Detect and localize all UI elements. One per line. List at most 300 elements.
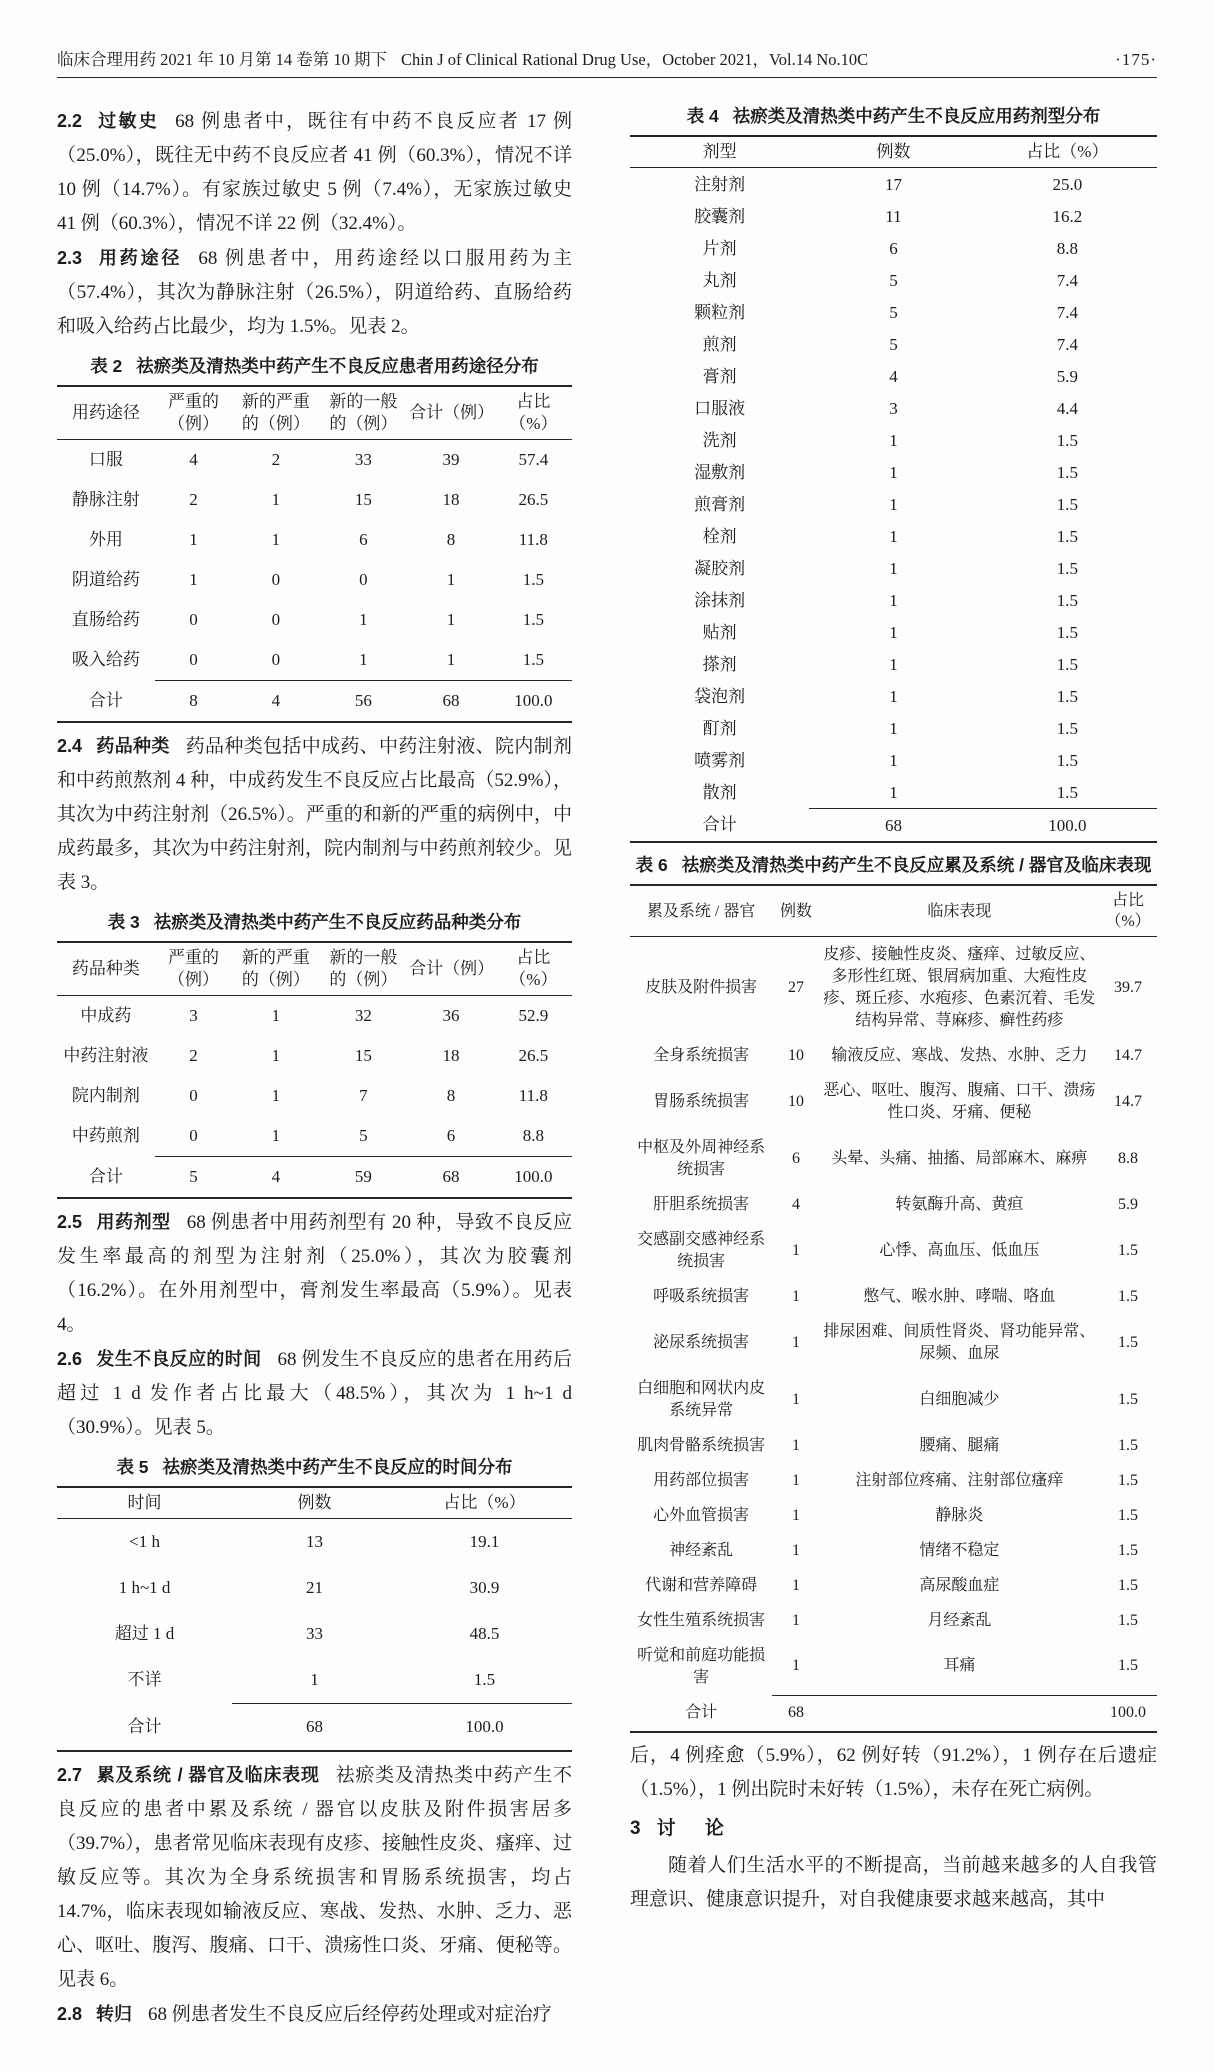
column-header: 累及系统 / 器官 (630, 885, 772, 937)
table-cell: 心悸、高血压、低血压 (879, 1241, 1040, 1259)
table-cell: 皮肤及附件损害 (645, 978, 758, 996)
table-cell: 1 h~1 d (118, 1578, 171, 1597)
table-cell: 1 (446, 650, 456, 669)
table-cell: 注射剂 (694, 174, 746, 194)
table-cell: 搽剂 (702, 654, 737, 674)
table-row (630, 1533, 1157, 1568)
table-cell: 洗剂 (702, 430, 737, 450)
table-cell: 21 (305, 1578, 323, 1597)
section-3-number: 3 (630, 1817, 641, 1839)
table-row (630, 1222, 1157, 1279)
table-6-total-row (630, 1695, 1157, 1732)
table-cell: 1.5 (1118, 1390, 1138, 1408)
table-cell: 泌尿系统损害 (653, 1333, 750, 1351)
table-cell: 100.0 (495, 681, 572, 723)
table-cell: 0 (189, 1126, 198, 1145)
table-cell: 心外血管损害 (653, 1506, 750, 1524)
table-cell: 1.5 (1118, 1333, 1138, 1351)
table-2-header-row (57, 386, 572, 440)
table-cell: 1.5 (522, 610, 544, 629)
table-row (630, 937, 1157, 1039)
table-row (630, 744, 1157, 776)
table-cell: 1.5 (1118, 1287, 1138, 1305)
table-cell: 凝胶剂 (694, 558, 746, 578)
table-cell: 贴剂 (702, 622, 737, 642)
table-row (57, 600, 572, 640)
table-cell: 18 (442, 1046, 460, 1065)
table-3-title: 祛瘀类及清热类中药产生不良反应药品种类分布 (153, 912, 522, 932)
table-row (57, 1116, 572, 1157)
table-5 (57, 1486, 572, 1752)
table-row (630, 1073, 1157, 1130)
table-cell: 中枢及外周神经系统损害 (637, 1138, 766, 1178)
table-row (630, 520, 1157, 552)
table-cell: 口服液 (694, 398, 746, 418)
table-cell: 1 (791, 1287, 800, 1305)
table-cell: 17 (884, 174, 902, 194)
table-cell: 26.5 (518, 1046, 549, 1065)
table-cell: 68 (407, 681, 495, 723)
table-cell: 输液反应、寒战、发热、水肿、乏力 (831, 1046, 1088, 1064)
section-2-3 (57, 241, 572, 344)
table-cell: 2 (189, 1046, 198, 1065)
section-2-3-text: 68 例患者中，用药途经以口服用药为主（57.4%），其次为静脉注射（26.5%），阴道给药、直肠给药和吸入给药占比最少，均为 1.5%。见表 2。 (57, 248, 572, 337)
table-6-body (630, 937, 1157, 1696)
table-cell: 外用 (88, 530, 123, 549)
section-2-6-title: 发生不良反应的时间 (96, 1349, 262, 1369)
section-2-2-number: 2.2 (57, 111, 83, 131)
table-4-caption (630, 104, 1157, 129)
left-column (57, 104, 572, 2032)
section-2-7-text: 祛瘀类及清热类中药产生不良反应的患者中累及系统 / 器官以皮肤及附件损害居多（39.7%），患者常见临床表现有皮疹、接触性皮炎、瘙痒、过敏反应等。其次为全身系统损害和胃肠系统损害，均占 14.7%，临床表现如输液反应、寒战、发热、水肿、乏力、恶心、呕吐、腹泻、腹痛、口干、溃疡性口炎、牙痛、便秘等。见表 6。 (57, 1765, 572, 1990)
table-cell: 4.4 (1056, 398, 1079, 418)
table-cell: 月经紊乱 (927, 1611, 992, 1629)
table-cell: 片剂 (702, 238, 737, 258)
table-cell: 8 (155, 681, 232, 723)
table-cell: 36 (442, 1006, 460, 1025)
table-cell: 8.8 (522, 1126, 544, 1145)
table-cell: 1 (889, 686, 898, 706)
table-5-caption (57, 1455, 572, 1480)
table-cell: 听觉和前庭功能损害 (637, 1646, 766, 1686)
table-cell: 48.5 (469, 1624, 500, 1643)
table-cell: 1 (446, 570, 456, 589)
table-cell: 1.5 (1056, 590, 1079, 610)
table-cell: 4 (232, 681, 320, 723)
table-cell: 10 (787, 1046, 804, 1064)
table-cell: 8.8 (1118, 1149, 1138, 1167)
table-cell: 27 (787, 978, 804, 996)
table-cell: 6 (791, 1149, 800, 1167)
table-cell: 吸入给药 (71, 650, 140, 670)
table-cell: 涂抹剂 (694, 590, 746, 610)
table-row (630, 648, 1157, 680)
table-cell: 1.5 (522, 570, 544, 589)
column-header: 药品种类 (57, 942, 155, 996)
table-cell: 11.8 (518, 530, 548, 549)
running-head (57, 46, 1157, 78)
page-number: ·175· (1115, 50, 1157, 69)
table-row (630, 424, 1157, 456)
section-2-7 (57, 1758, 572, 1997)
table-cell: 52.9 (518, 1006, 549, 1025)
table-cell: 39.7 (1114, 978, 1142, 996)
table-cell: 煎膏剂 (694, 494, 746, 514)
table-3 (57, 941, 572, 1199)
table-cell: 14.7 (1114, 1092, 1142, 1110)
table-cell: 7 (359, 1086, 368, 1105)
section-3-heading (630, 1813, 1157, 1845)
section-2-4 (57, 729, 572, 900)
table-cell: 1.5 (1056, 622, 1079, 642)
table-cell: 39 (442, 450, 460, 469)
table-cell: 1 (791, 1241, 800, 1259)
table-cell: 1.5 (1056, 558, 1079, 578)
table-cell: 5 (889, 302, 898, 322)
section-2-2-text: 68 例患者中，既往有中药不良反应者 17 例（25.0%），既往无中药不良反应者 41 例（60.3%），情况不详 10 例（14.7%）。有家族过敏史 5 例（7.4%），无家族过敏史 41 例（60.3%），情况不详 22 例（32.4%）。 (57, 111, 572, 234)
section-2-4-text: 药品种类包括中成药、中药注射液、院内制剂和中药煎熬剂 4 种，中成药发生不良反应占比最高（52.9%），其次为中药注射剂（26.5%）。严重的和新的严重的病例中，中成药最多，其次为中药注射剂，院内制剂与中药煎剂较少。见表 3。 (57, 736, 573, 893)
table-cell: 1.5 (1056, 430, 1079, 450)
section-2-5-text: 68 例患者中用药剂型有 20 种，导致不良反应发生率最高的剂型为注射剂（25.0%），其次为胶囊剂（16.2%）。在外用剂型中，膏剂发生率最高（5.9%）。见表 4。 (57, 1212, 572, 1335)
table-row (57, 1565, 572, 1611)
table-3-total-row (57, 1157, 572, 1199)
table-cell: 1 (889, 782, 898, 802)
column-header: 时间 (57, 1487, 232, 1519)
table-cell: 100.0 (495, 1157, 572, 1199)
two-column-body (57, 104, 1157, 2032)
table-cell: 1 (189, 530, 198, 549)
column-header: 严重的 （例） (155, 386, 232, 440)
table-row (630, 1428, 1157, 1463)
journal-title-en: Chin J of Clinical Rational Drug Use，October 2021，Vol.14 No.10C (401, 50, 869, 69)
table-cell: 1 (791, 1576, 800, 1594)
table-row (630, 1371, 1157, 1428)
table-cell: 神经紊乱 (669, 1541, 734, 1559)
table-cell: 5 (889, 270, 898, 290)
section-2-4-title: 药品种类 (96, 736, 170, 756)
table-cell: 煎剂 (702, 334, 737, 354)
table-cell: 1 (271, 1006, 281, 1025)
table-cell: 不详 (127, 1670, 162, 1690)
table-cell: 1 (446, 610, 456, 629)
table-cell: 0 (271, 610, 281, 629)
table-row (630, 1038, 1157, 1073)
table-cell: 1 (271, 1126, 281, 1145)
table-cell: 1.5 (1056, 654, 1079, 674)
table-cell: 4 (189, 450, 198, 469)
table-cell: 合计 (702, 815, 737, 835)
table-cell: 1.5 (1118, 1436, 1138, 1454)
column-header: 占比 （%） (1099, 885, 1157, 937)
table-cell: 30.9 (469, 1578, 500, 1597)
table-2-body (57, 440, 572, 681)
table-cell: 68 (809, 809, 978, 843)
section-2-2-title: 过敏史 (96, 111, 160, 131)
table-6-header-row (630, 885, 1157, 937)
table-cell: <1 h (129, 1532, 160, 1551)
table-row (57, 440, 572, 481)
table-cell: 5.9 (1056, 366, 1079, 386)
table-cell: 中药注射液 (63, 1046, 149, 1065)
table-cell: 口服 (88, 450, 123, 469)
table-row (630, 1568, 1157, 1603)
table-cell: 11.8 (518, 1086, 548, 1105)
table-cell: 1 (889, 654, 898, 674)
table-cell: 1.5 (1056, 782, 1079, 802)
table-cell: 女性生殖系统损害 (637, 1611, 766, 1629)
table-cell: 头晕、头痛、抽搐、局部麻木、麻痹 (831, 1149, 1088, 1167)
table-cell: 1.5 (1056, 526, 1079, 546)
table-cell: 1 (791, 1471, 800, 1489)
section-2-6-text: 68 例发生不良反应的患者在用药后超过 1 d 发作者占比最大（48.5%），其次为 1 h~1 d（30.9%）。见表 5。 (57, 1349, 572, 1438)
section-2-5 (57, 1205, 572, 1342)
table-cell: 湿敷剂 (694, 462, 746, 482)
table-cell: 32 (354, 1006, 372, 1025)
table-cell: 7.4 (1056, 270, 1079, 290)
column-header: 临床表现 (820, 885, 1099, 937)
column-header: 占比（%） (978, 136, 1157, 168)
table-cell: 1 (889, 622, 898, 642)
table-cell: 栓剂 (702, 526, 737, 546)
table-cell: 膏剂 (702, 366, 737, 386)
section-2-8-text: 68 例患者发生不良反应后经停药处理或对症治疗 (148, 2004, 552, 2025)
table-row (630, 200, 1157, 232)
table-3-header-row (57, 942, 572, 996)
table-cell: 散剂 (702, 782, 737, 802)
table-cell: 1 (889, 750, 898, 770)
discussion-text: 随着人们生活水平的不断提高，当前越来越多的人自我管理意识、健康意识提升，对自我健康要求越来越高，其中 (630, 1854, 1157, 1910)
section-2-3-number: 2.3 (57, 248, 83, 268)
column-header: 例数 (809, 136, 978, 168)
table-row (630, 1314, 1157, 1371)
table-cell: 1 (271, 1086, 281, 1105)
table-row (630, 1603, 1157, 1638)
table-cell: 憋气、喉水肿、哮喘、咯血 (863, 1287, 1056, 1305)
section-2-5-title: 用药剂型 (96, 1212, 171, 1232)
table-cell: 7.4 (1056, 334, 1079, 354)
table-cell: 8.8 (1056, 238, 1079, 258)
table-cell: 胃肠系统损害 (653, 1092, 750, 1110)
table-cell: 13 (305, 1532, 323, 1551)
table-cell: 33 (354, 450, 372, 469)
table-cell: 颗粒剂 (694, 302, 746, 322)
table-cell: 1 (791, 1657, 800, 1675)
table-row (57, 1611, 572, 1657)
table-cell: 6 (446, 1126, 456, 1145)
table-cell: 1 (791, 1436, 800, 1454)
table-3-caption (57, 910, 572, 935)
table-cell: 10 (787, 1092, 804, 1110)
table-4 (630, 135, 1157, 843)
table-cell: 68 (772, 1695, 819, 1732)
table-cell: 全身系统损害 (653, 1046, 750, 1064)
table-cell: 8 (446, 1086, 456, 1105)
journal-title-line (57, 46, 868, 70)
table-cell: 0 (189, 1086, 198, 1105)
table-6-title: 祛瘀类及清热类中药产生不良反应累及系统 / 器官及临床表现 (681, 855, 1152, 875)
table-cell: 1.5 (1118, 1541, 1138, 1559)
table-cell: 1 (889, 558, 898, 578)
table-cell: 15 (354, 490, 372, 509)
table-5-total-row (57, 1704, 572, 1752)
table-cell: 0 (271, 650, 281, 669)
table-2-label: 表 2 (90, 356, 123, 376)
table-cell: 1 (791, 1541, 800, 1559)
table-cell: 1.5 (1056, 494, 1079, 514)
table-6-caption (630, 853, 1157, 878)
table-cell: 1 (889, 494, 898, 514)
table-2-caption (57, 354, 572, 379)
table-cell: 5 (889, 334, 898, 354)
table-row (630, 1498, 1157, 1533)
table-cell: 4 (889, 366, 898, 386)
table-row (630, 264, 1157, 296)
table-cell: 1 (889, 718, 898, 738)
table-row (630, 776, 1157, 809)
table-cell: 白细胞和网状内皮系统异常 (637, 1379, 766, 1419)
table-cell: 1.5 (1056, 686, 1079, 706)
right-column (630, 104, 1157, 2032)
table-cell: 合计 (88, 1166, 123, 1186)
table-3-label: 表 3 (107, 912, 140, 932)
table-cell: 直肠给药 (71, 610, 140, 629)
table-cell: 1.5 (1056, 718, 1079, 738)
table-cell: 喷雾剂 (694, 750, 746, 770)
table-cell: 袋泡剂 (694, 686, 746, 706)
table-row (630, 1638, 1157, 1695)
table-cell: 59 (320, 1157, 408, 1199)
table-5-label: 表 5 (116, 1457, 149, 1477)
table-cell: 腰痛、腿痛 (919, 1436, 1000, 1454)
table-cell: 肝胆系统损害 (653, 1195, 750, 1213)
table-cell: 转氨酶升高、黄疸 (895, 1195, 1024, 1213)
table-cell: 丸剂 (702, 270, 737, 290)
table-cell: 注射部位疼痛、注射部位瘙痒 (855, 1471, 1064, 1489)
table-cell: 1 (889, 526, 898, 546)
section-2-6-number: 2.6 (57, 1349, 83, 1369)
table-cell: 56 (320, 681, 408, 723)
table-cell: 皮疹、接触性皮炎、瘙痒、过敏反应、多形性红斑、银屑病加重、大疱性皮疹、斑丘疹、水疱疹、色素沉着、毛发结构异常、荨麻疹、癣性药疹 (823, 945, 1096, 1029)
table-cell: 25.0 (1052, 174, 1083, 194)
table-row (57, 520, 572, 560)
table-6-label: 表 6 (635, 855, 668, 875)
column-header: 占比（%） (495, 386, 572, 440)
table-row (57, 480, 572, 520)
table-cell: 1.5 (1056, 750, 1079, 770)
table-cell: 超过 1 d (114, 1624, 175, 1643)
table-cell: 1.5 (522, 650, 544, 669)
table-cell: 肌肉骨骼系统损害 (637, 1436, 766, 1454)
table-4-title: 祛瘀类及清热类中药产生不良反应用药剂型分布 (732, 106, 1101, 126)
table-cell: 100.0 (978, 809, 1157, 843)
table-cell: 阴道给药 (71, 570, 140, 589)
table-cell: 胶囊剂 (694, 206, 746, 226)
table-cell: 7.4 (1056, 302, 1079, 322)
table-row (630, 712, 1157, 744)
table-row (57, 1076, 572, 1116)
table-2 (57, 385, 572, 723)
table-cell: 1 (889, 462, 898, 482)
table-cell: 8 (446, 530, 456, 549)
discussion-paragraph (630, 1849, 1157, 1917)
table-cell: 1.5 (1118, 1576, 1138, 1594)
table-cell: 6 (889, 238, 898, 258)
table-cell: 恶心、呕吐、腹泻、腹痛、口干、溃疡性口炎、牙痛、便秘 (823, 1081, 1096, 1121)
table-row (630, 616, 1157, 648)
table-cell: 耳痛 (943, 1657, 976, 1675)
table-cell: 1 (791, 1611, 800, 1629)
table-cell: 1 (889, 590, 898, 610)
column-header: 占比（%） (495, 942, 572, 996)
table-row (630, 392, 1157, 424)
section-3-title: 讨 论 (656, 1817, 736, 1839)
table-cell: 100.0 (1099, 1695, 1157, 1732)
table-cell: 静脉注射 (71, 490, 140, 509)
table-cell: 16.2 (1052, 206, 1083, 226)
table-cell: 4 (791, 1195, 800, 1213)
table-cell: 1 (359, 650, 368, 669)
table-cell: 高尿酸血症 (919, 1576, 1000, 1594)
table-4-label: 表 4 (686, 106, 719, 126)
table-cell: 1 (271, 1046, 281, 1065)
column-header: 严重的 （例） (155, 942, 232, 996)
table-cell: 68 (232, 1704, 397, 1752)
table-cell: 1 (271, 490, 281, 509)
table-6 (630, 884, 1157, 1733)
table-cell: 1.5 (1118, 1241, 1138, 1259)
table-cell: 19.1 (469, 1532, 500, 1551)
table-cell: 白细胞减少 (919, 1390, 1000, 1408)
table-cell: 静脉炎 (935, 1506, 984, 1524)
table-cell: 合计 (88, 690, 123, 710)
table-row (630, 1463, 1157, 1498)
table-cell: 57.4 (518, 450, 549, 469)
table-2-total-row (57, 681, 572, 723)
table-cell: 中成药 (80, 1006, 132, 1025)
table-cell: 18 (442, 490, 460, 509)
column-header: 例数 (772, 885, 819, 937)
table-cell: 中药煎剂 (71, 1126, 140, 1146)
table-row (630, 584, 1157, 616)
section-2-8-title: 转归 (96, 2004, 133, 2024)
section-2-8 (57, 1997, 572, 2032)
table-cell (820, 1695, 1099, 1732)
table-cell: 1 (791, 1333, 800, 1351)
table-row (630, 456, 1157, 488)
table-5-header-row (57, 1487, 572, 1519)
table-cell: 合计 (685, 1703, 718, 1721)
column-header: 例数 (232, 1487, 397, 1519)
column-header: 新的一般 的（例） (320, 942, 408, 996)
section-2-5-number: 2.5 (57, 1212, 83, 1232)
table-cell: 呼吸系统损害 (653, 1287, 750, 1305)
table-cell: 1 (271, 530, 281, 549)
column-header: 合计（例） (407, 386, 495, 440)
continuation-text: 后，4 例痊愈（5.9%），62 例好转（91.2%），1 例存在后遗症（1.5%），1 例出院时未好转（1.5%），未存在死亡病例。 (630, 1744, 1157, 1800)
table-row (57, 1519, 572, 1566)
column-header: 新的一般 的（例） (320, 386, 408, 440)
table-cell: 1.5 (473, 1670, 496, 1689)
table-row (630, 360, 1157, 392)
table-cell: 11 (885, 206, 902, 226)
table-cell: 代谢和营养障碍 (645, 1576, 758, 1594)
table-cell: 0 (189, 610, 198, 629)
table-cell: 33 (305, 1624, 323, 1643)
table-5-title: 祛瘀类及清热类中药产生不良反应的时间分布 (162, 1457, 513, 1477)
table-4-body (630, 168, 1157, 809)
table-cell: 1 (791, 1506, 800, 1524)
table-3-body (57, 996, 572, 1157)
